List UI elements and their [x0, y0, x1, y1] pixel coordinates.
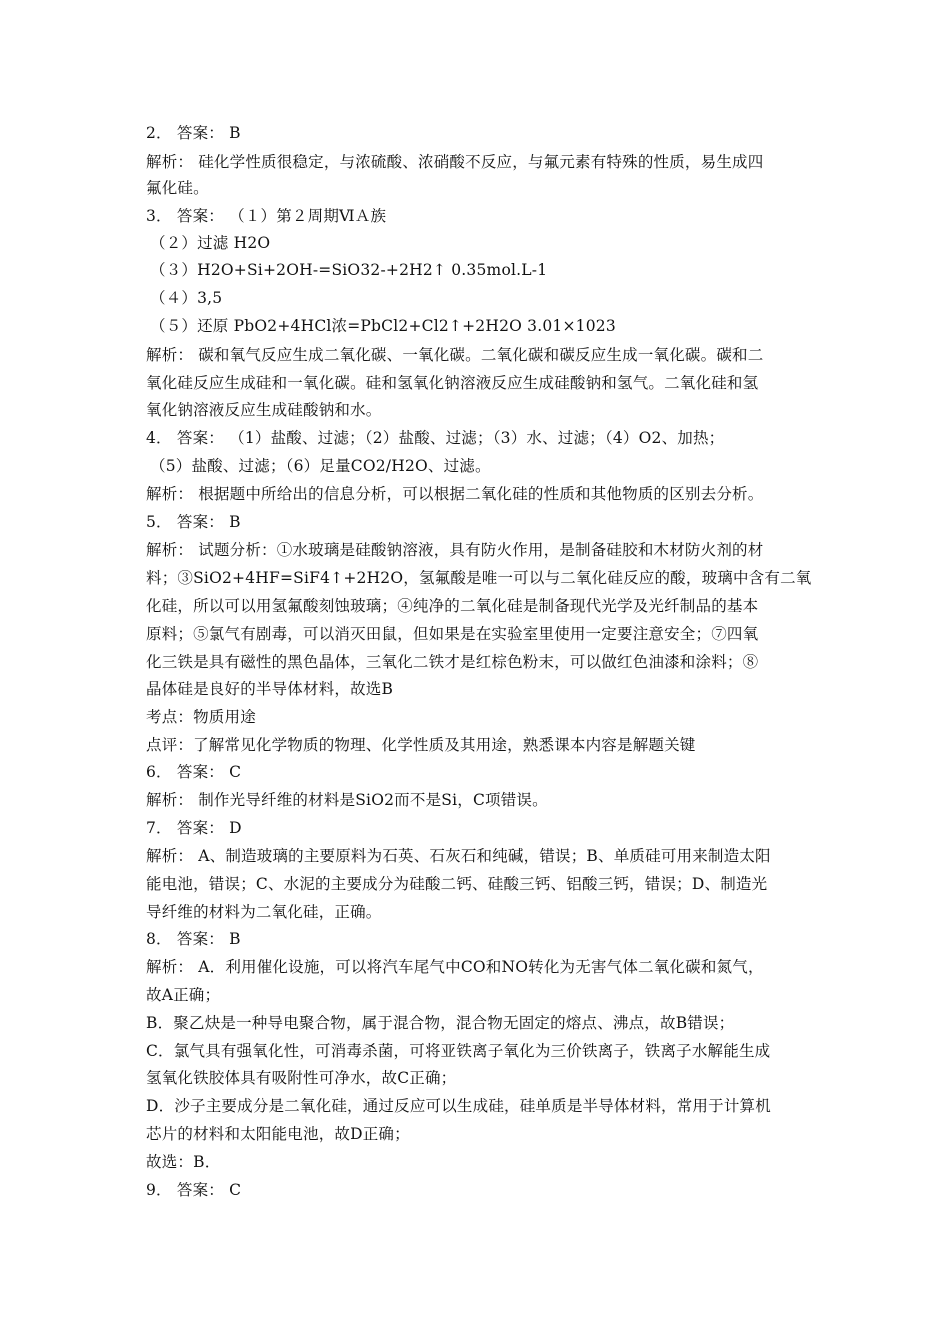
answer-5-topic: 考点：物质用途 [146, 708, 256, 726]
answer-8-option-d: D．沙子主要成分是二氧化硅，通过反应可以生成硅，硅单质是半导体材料，常用于计算机 [146, 1097, 771, 1115]
answer-3-analysis: 解析： 碳和氧气反应生成二氧化碳、一氧化碳。二氧化碳和碳反应生成一氧化碳。碳和二 [146, 346, 764, 364]
answer-5-analysis-cont: 原料；⑤氯气有剧毒，可以消灭田鼠，但如果是在实验室里使用一定要注意安全；⑦四氧 [146, 625, 759, 643]
answer-2-heading: 2． 答案： B [146, 124, 241, 142]
answer-5-comment: 点评：了解常见化学物质的物理、化学性质及其用途，熟悉课本内容是解题关键 [146, 736, 696, 754]
answer-5-analysis-cont: 化三铁是具有磁性的黑色晶体，三氧化二铁才是红棕色粉末，可以做红色油漆和涂料；⑧ [146, 653, 759, 671]
answer-4-analysis: 解析： 根据题中所给出的信息分析，可以根据二氧化硅的性质和其他物质的区别去分析。 [146, 485, 764, 503]
answer-4-cont: （5）盐酸、过滤；（6）足量CO2/H2O、过滤。 [150, 457, 491, 475]
answer-5-analysis-cont: 晶体硅是良好的半导体材料，故选B [146, 680, 394, 698]
answer-3-heading: 3． 答案： （１）第２周期ⅥＡ族 [146, 207, 387, 225]
answer-3-analysis-cont: 氧化硅反应生成硅和一氧化碳。硅和氢氧化钠溶液反应生成硅酸钠和氢气。二氧化硅和氢 [146, 374, 759, 392]
answer-7-analysis-cont: 导纤维的材料为二氧化硅，正确。 [146, 903, 382, 921]
answer-2-analysis: 解析： 硅化学性质很稳定，与浓硫酸、浓硝酸不反应，与氟元素有特殊的性质，易生成四 [146, 153, 764, 171]
answer-3-part-2: （２）过滤 H2O [150, 234, 271, 252]
answer-8-option-c-cont: 氢氧化铁胶体具有吸附性可净水，故C正确； [146, 1069, 457, 1087]
answer-3-part-3: （３）H2O+Si+2OH-=SiO32-+2H2↑ 0.35mol.L-1 [150, 261, 548, 279]
answer-6-analysis: 解析： 制作光导纤维的材料是SiO2而不是Si，C项错误。 [146, 791, 548, 809]
answer-8-option-d-cont: 芯片的材料和太阳能电池，故D正确； [146, 1125, 410, 1143]
answer-8-heading: 8． 答案： B [146, 930, 241, 948]
answer-8-option-b: B．聚乙炔是一种导电聚合物，属于混合物，混合物无固定的熔点、沸点，故B错误； [146, 1014, 735, 1032]
answer-3-part-5: （５）还原 PbO2+4HCl浓=PbCl2+Cl2↑+2H2O 3.01×1023 [150, 317, 616, 335]
answer-8-analysis-cont: 故A正确； [146, 986, 221, 1004]
answer-5-analysis-cont: 化硅，所以可以用氢氟酸刻蚀玻璃；④纯净的二氧化硅是制备现代光学及光纤制品的基本 [146, 597, 759, 615]
answer-5-analysis: 解析： 试题分析：①水玻璃是硅酸钠溶液，具有防火作用，是制备硅胶和木材防火剂的材 [146, 541, 764, 559]
answer-7-heading: 7． 答案： D [146, 819, 242, 837]
answer-4-heading: 4． 答案： （1）盐酸、过滤；（2）盐酸、过滤；（3）水、过滤；（4）O2、加热； [146, 429, 725, 447]
answer-6-heading: 6． 答案： C [146, 763, 242, 781]
answer-8-conclusion: 故选：B． [146, 1153, 221, 1171]
answer-9-heading: 9． 答案： C [146, 1181, 242, 1199]
answer-8-analysis: 解析： A．利用催化设施，可以将汽车尾气中CO和NO转化为无害气体二氧化碳和氮气， [146, 958, 764, 976]
answer-7-analysis-cont: 能电池，错误；C、水泥的主要成分为硅酸二钙、硅酸三钙、铝酸三钙，错误；D、制造光 [146, 875, 768, 893]
answer-3-part-4: （４）3,5 [150, 289, 223, 307]
answer-7-analysis: 解析： A、制造玻璃的主要原料为石英、石灰石和纯碱，错误；B、单质硅可用来制造太阳 [146, 847, 771, 865]
answer-2-analysis-cont: 氟化硅。 [146, 179, 209, 197]
answer-5-analysis-cont: 料；③SiO2+4HF=SiF4↑+2H2O，氢氟酸是唯一可以与二氧化硅反应的酸，玻璃中含有二氧 [146, 569, 812, 587]
answer-8-option-c: C．氯气具有强氧化性，可消毒杀菌，可将亚铁离子氧化为三价铁离子，铁离子水解能生成 [146, 1042, 771, 1060]
answer-5-heading: 5． 答案： B [146, 513, 241, 531]
answer-3-analysis-cont: 氧化钠溶液反应生成硅酸钠和水。 [146, 401, 382, 419]
